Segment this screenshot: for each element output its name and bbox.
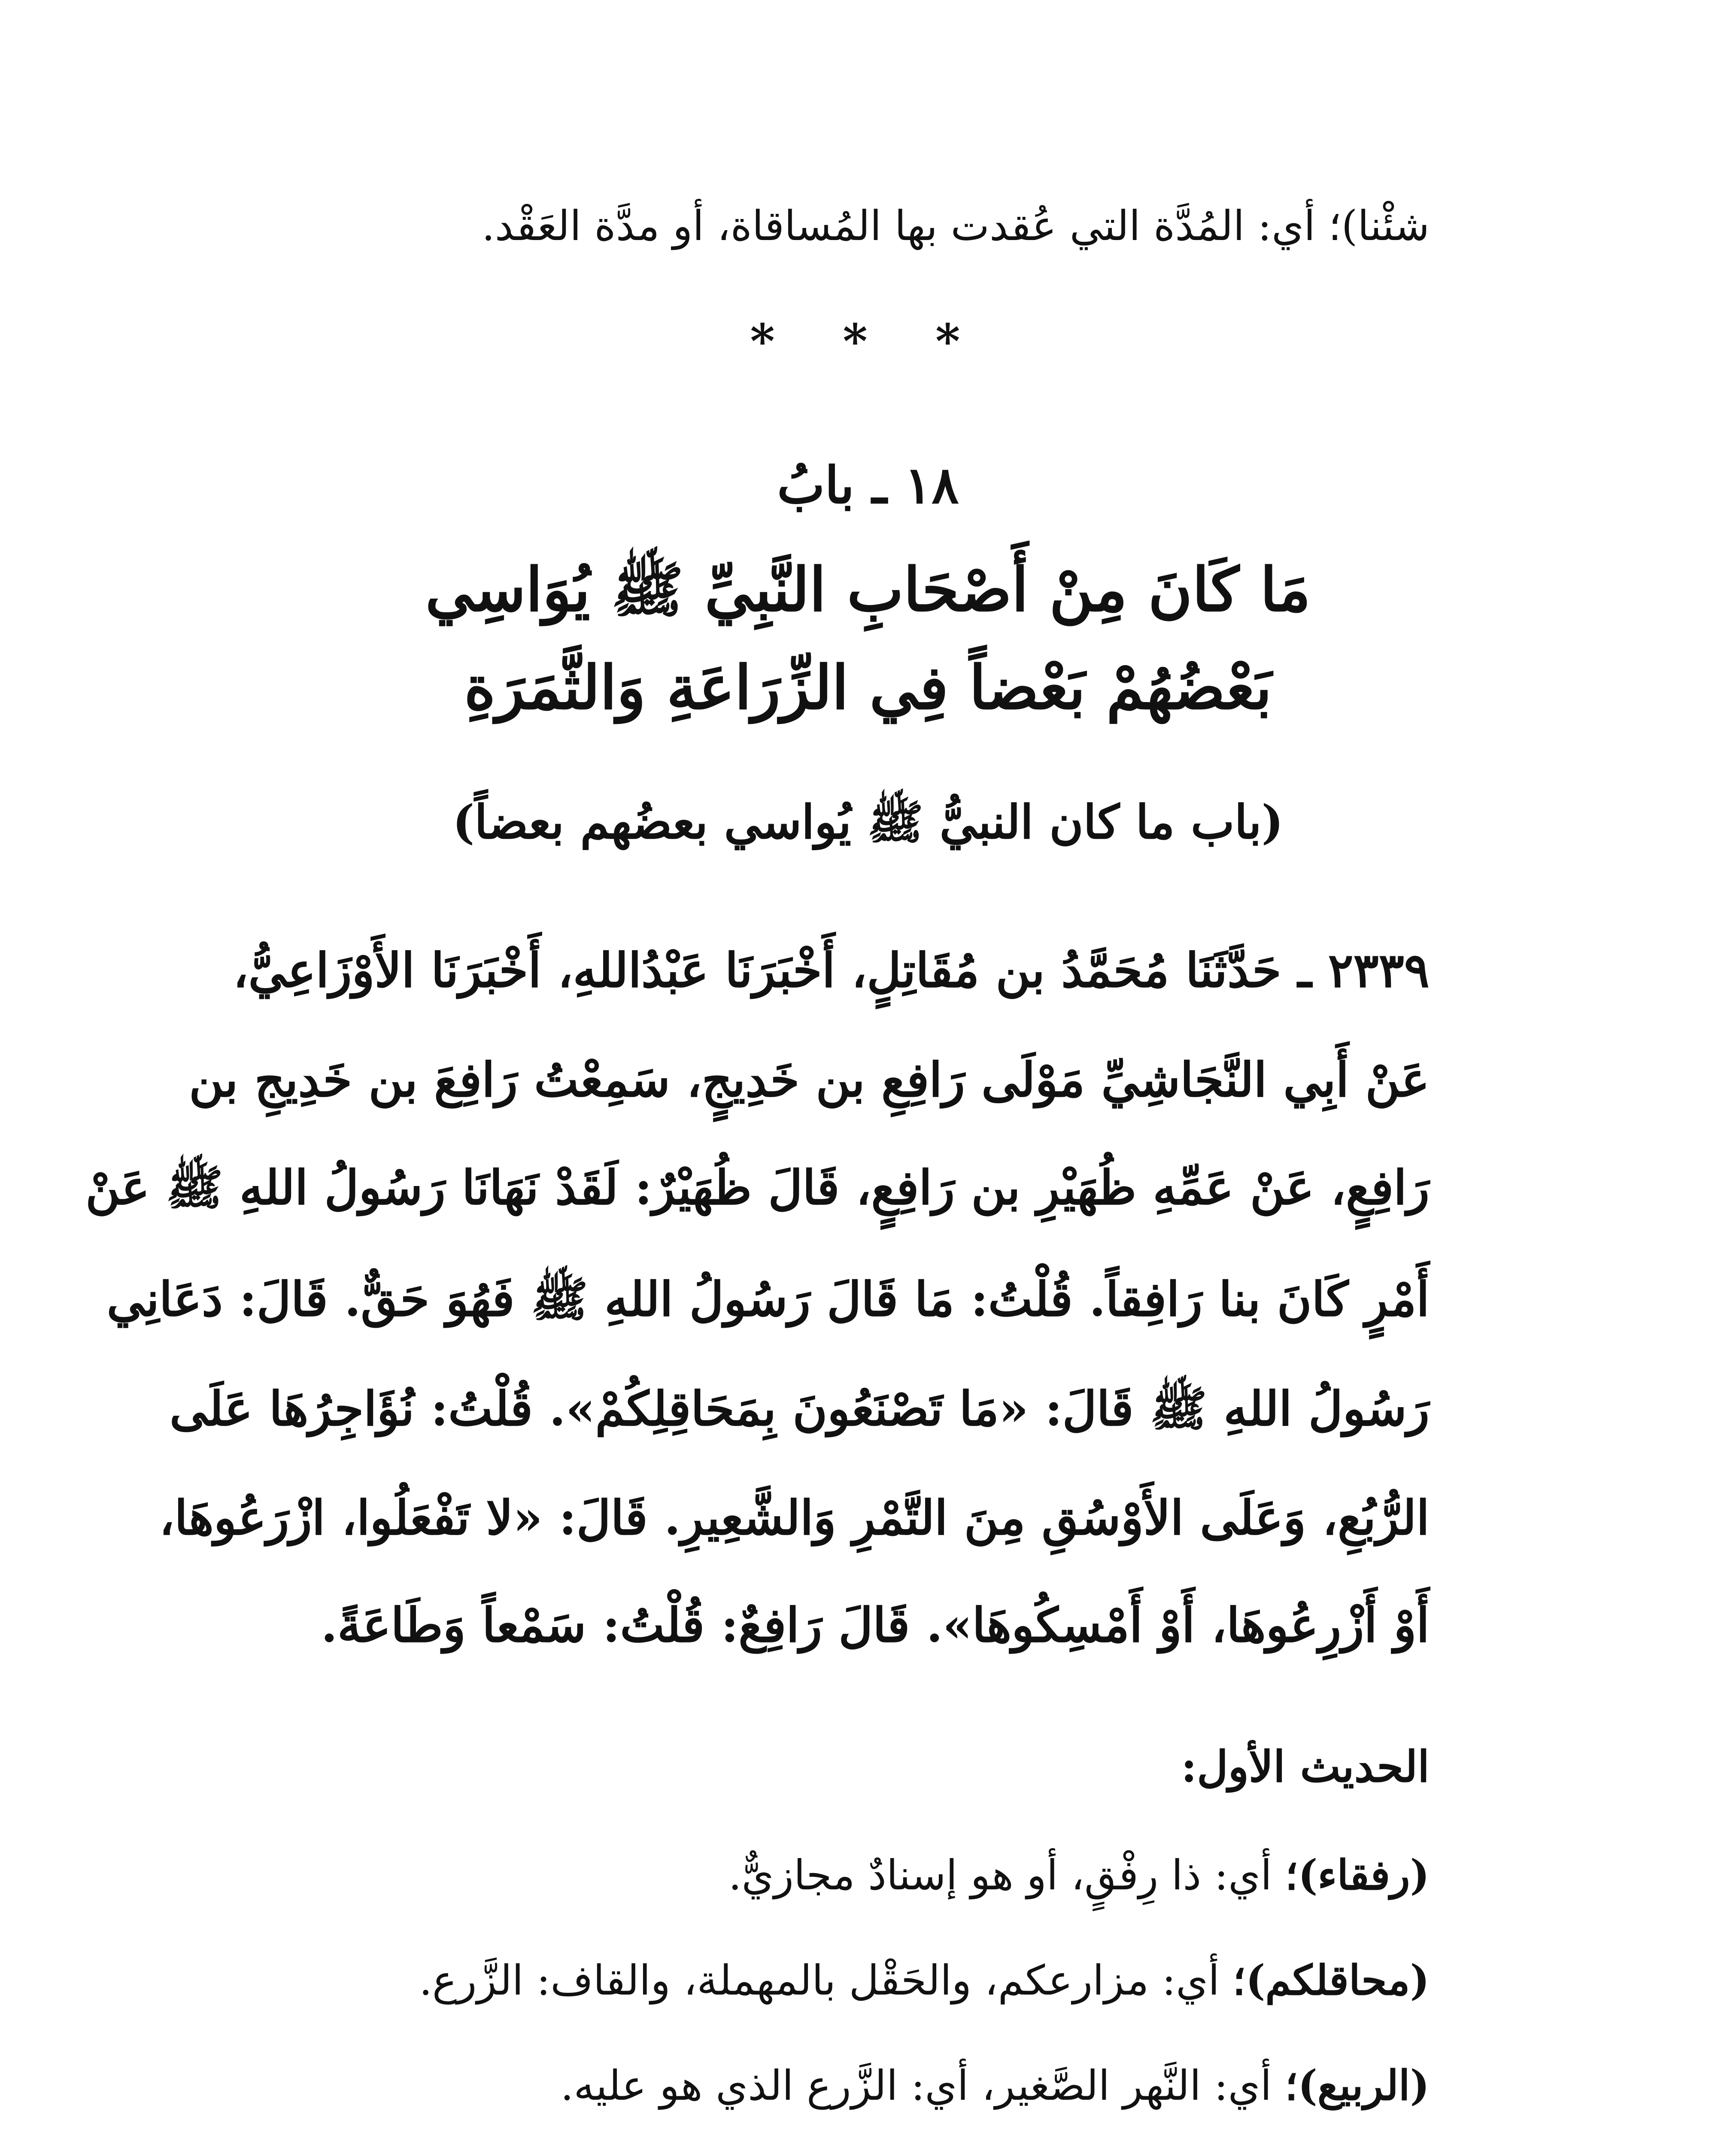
commentary-note [240,2061,1429,2110]
chapter-number: ١٨ ـ بابُ [777,455,959,515]
chapter-subtitle: (باب ما كان النبيُّ ﷺ يُواسي بعضُهم بعضاً) [452,795,1284,849]
hadith-line: رَسُولُ اللهِ ﷺ قَالَ: «مَا تَصْنَعُونَ بِمَحَاقِلِكُمْ». قُلْتُ: نُؤَاجِرُهَا عَلَى [169,1381,1429,1436]
note-term: (رفقاء)؛ [1285,1851,1429,1899]
hadith-line: الرُّبُعِ، وَعَلَى الأَوْسُقِ مِنَ التَّمْرِ وَالشَّعِيرِ. قَالَ: «لا تَفْعَلُوا، ازْرَعُوهَا، [159,1490,1429,1545]
hadith-line: رَافِعٍ، عَنْ عَمِّهِ ظُهَيْرِ بن رَافِعٍ، قَالَ ظُهَيْرٌ: لَقَدْ نَهَانَا رَسُولُ اللهِ ﷺ عَنْ [85,1160,1429,1215]
commentary-note [240,1851,1429,1899]
chapter-title-line-2: بَعْضُهُمْ بَعْضاً فِي الزِّرَاعَةِ وَالثَّمَرَةِ [464,653,1272,723]
note-text: أي: النَّهر الصَّغير، أي: الزَّرع الذي هو عليه. [560,2062,1285,2110]
commentary-heading: الحديث الأول: [1181,1741,1429,1792]
hadith-line: أَوْ أَزْرِعُوهَا، أَوْ أَمْسِكُوهَا». قَالَ رَافِعٌ: قُلْتُ: سَمْعاً وَطَاعَةً. [321,1597,1429,1653]
hadith-line: عَنْ أَبِي النَّجَاشِيِّ مَوْلَى رَافِعِ بن خَدِيجٍ، سَمِعْتُ رَافِعَ بن خَدِيجِ بن [189,1052,1429,1107]
note-text: أي: مزارعكم، والحَقْل بالمهملة، والقاف: الزَّرع. [419,1956,1233,2004]
continuation-line: شئْنا)؛ أي: المُدَّة التي عُقدت بها المُساقاة، أو مدَّة العَقْد. [482,202,1429,250]
hadith-line: أَمْرٍ كَانَ بنا رَافِقاً. قُلْتُ: مَا قَالَ رَسُولُ اللهِ ﷺ فَهُوَ حَقٌّ. قَالَ: دَعَانِي [106,1271,1429,1327]
section-separator: * * * [750,313,986,369]
note-term: (الربيع)؛ [1284,2061,1429,2110]
hadith-line: ٢٣٣٩ ـ حَدَّثَنَا مُحَمَّدُ بن مُقَاتِلٍ، أَخْبَرَنَا عَبْدُاللهِ، أَخْبَرَنَا الأَوْزَاعِيُّ، [233,943,1429,998]
note-text: أي: ذا رِفْقٍ، أو هو إسنادٌ مجازيٌّ. [728,1851,1285,1899]
note-term: (محاقلكم)؛ [1232,1956,1429,2004]
commentary-note [240,1956,1429,2004]
chapter-title-line-1: مَا كَانَ مِنْ أَصْحَابِ النَّبِيِّ ﷺ يُوَاسِي [425,555,1311,625]
